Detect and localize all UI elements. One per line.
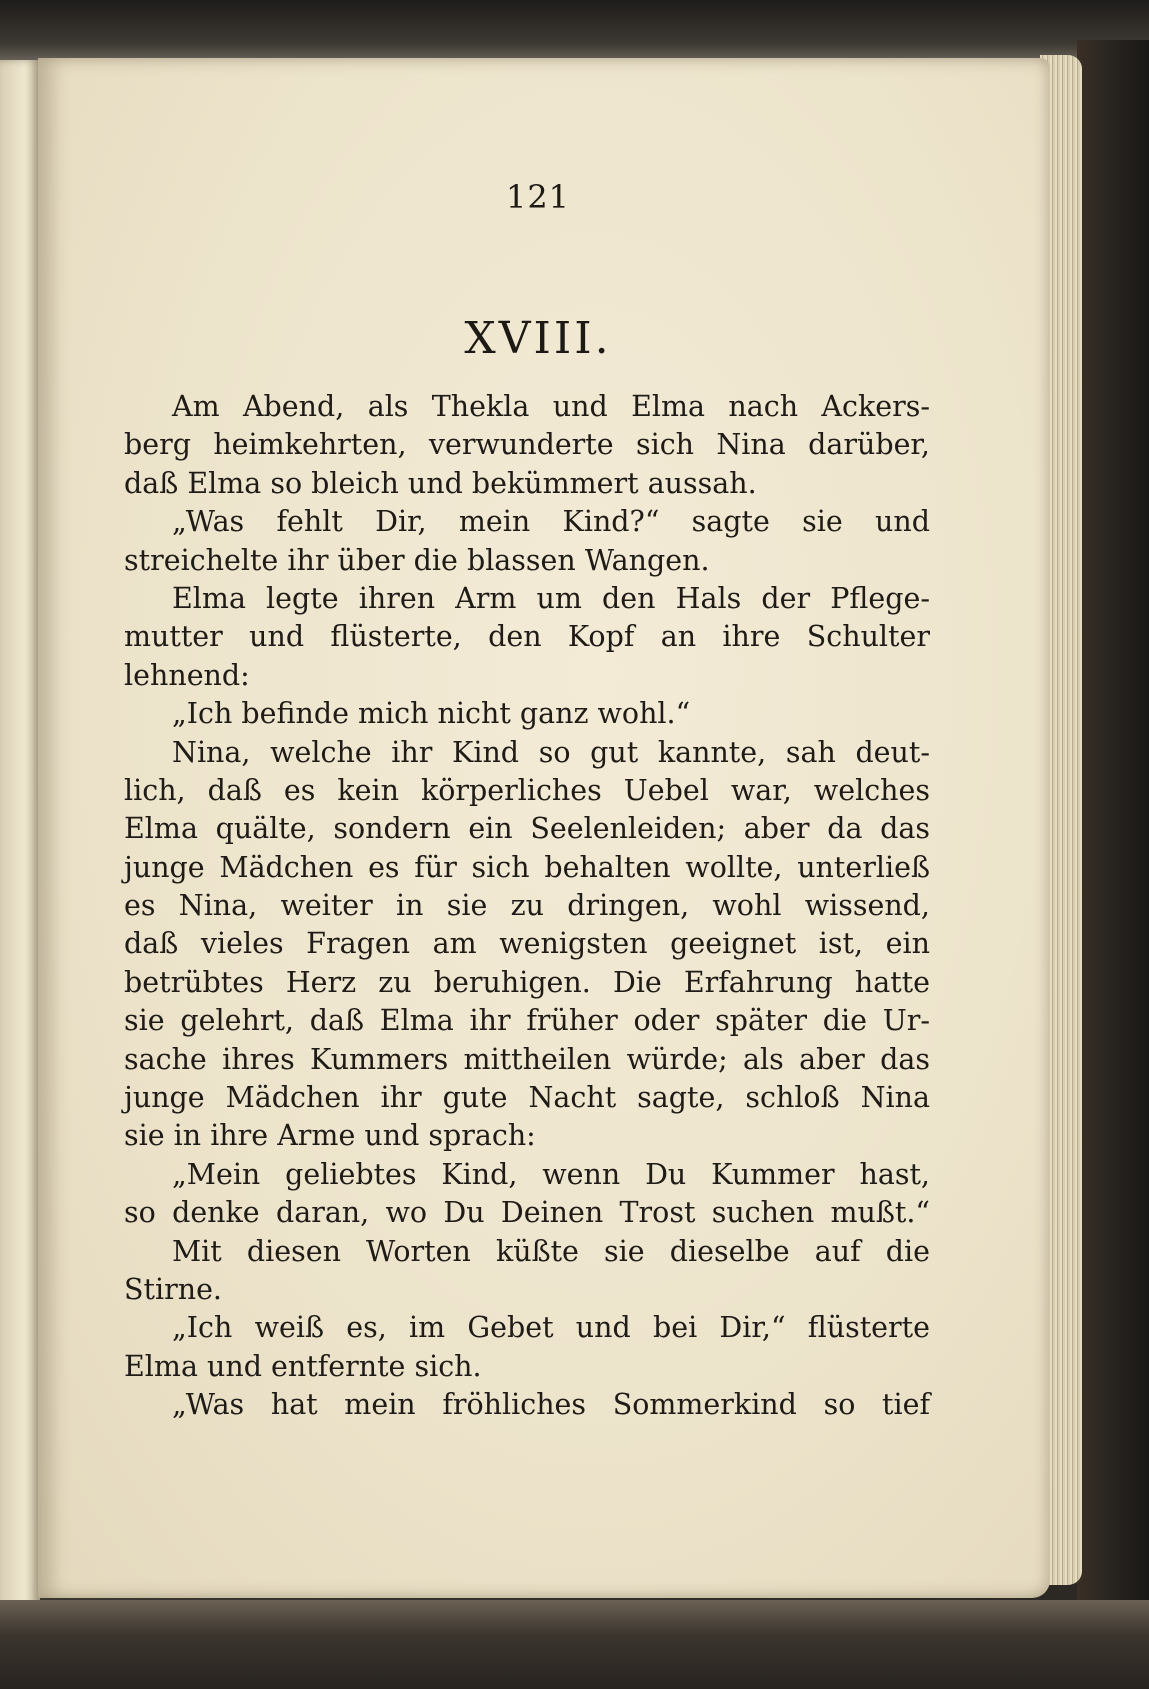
text-line: lich, daß es kein körperliches Uebel war, welches (124, 773, 930, 807)
text-line: „Ich befinde mich nicht ganz wohl.“ (172, 697, 691, 731)
text-line: Am Abend, als Thekla und Elma nach Ackers- (172, 390, 930, 423)
text-line: berg heimkehrten, verwunderte sich Nina darüber, (124, 428, 930, 462)
text-line: junge Mädchen es für sich behalten wollte, unterließ (124, 850, 930, 884)
text-line: „Ich weiß es, im Gebet und bei Dir,“ flüsterte (172, 1311, 930, 1345)
text-line: sie gelehrt, daß Elma ihr früher oder später die Ur- (124, 1004, 930, 1038)
book-page (38, 58, 1050, 1598)
text-line: so denke daran, wo Du Deinen Trost suchen mußt.“ (124, 1196, 930, 1230)
book-top-edge (0, 0, 1149, 62)
body-text (124, 388, 930, 1425)
text-line: es Nina, weiter in sie zu dringen, wohl wissend, (124, 889, 930, 923)
text-line: Elma quälte, sondern ein Seelenleiden; aber da das (124, 812, 930, 846)
text-line: Elma und entfernte sich. (124, 1349, 482, 1383)
text-line: junge Mädchen ihr gute Nacht sagte, schloß Nina (124, 1081, 930, 1115)
text-line: „Was hat mein fröhliches Sommerkind so tief (172, 1388, 930, 1422)
text-line: Stirne. (124, 1272, 222, 1306)
chapter-heading: XVIII. (464, 313, 612, 364)
text-line: betrübtes Herz zu beruhigen. Die Erfahrung hatte (124, 965, 930, 999)
text-line: Mit diesen Worten küßte sie dieselbe auf die (172, 1234, 930, 1268)
text-line: „Was fehlt Dir, mein Kind?“ sagte sie und (172, 505, 930, 539)
text-line: lehnend: (124, 658, 250, 692)
text-line: daß Elma so bleich und bekümmert aussah. (124, 466, 757, 500)
text-line: Elma legte ihren Arm um den Hals der Pflege- (172, 581, 930, 615)
text-line: sie in ihre Arme und sprach: (124, 1119, 536, 1153)
text-line: sache ihres Kummers mittheilen würde; als aber das (124, 1042, 930, 1076)
text-line: daß vieles Fragen am wenigsten geeignet ist, ein (124, 927, 930, 961)
text-line: streichelte ihr über die blassen Wangen. (124, 543, 710, 577)
text-line: „Mein geliebtes Kind, wenn Du Kummer hast, (172, 1157, 930, 1191)
page-number: 121 (505, 178, 571, 216)
book-cover-right (1077, 40, 1149, 1689)
text-line: Nina, welche ihr Kind so gut kannte, sah deut- (172, 735, 930, 769)
book-bottom-edge (0, 1600, 1149, 1689)
text-line: mutter und flüsterte, den Kopf an ihre Schulter (124, 620, 930, 654)
left-page-fragment (0, 60, 40, 1640)
